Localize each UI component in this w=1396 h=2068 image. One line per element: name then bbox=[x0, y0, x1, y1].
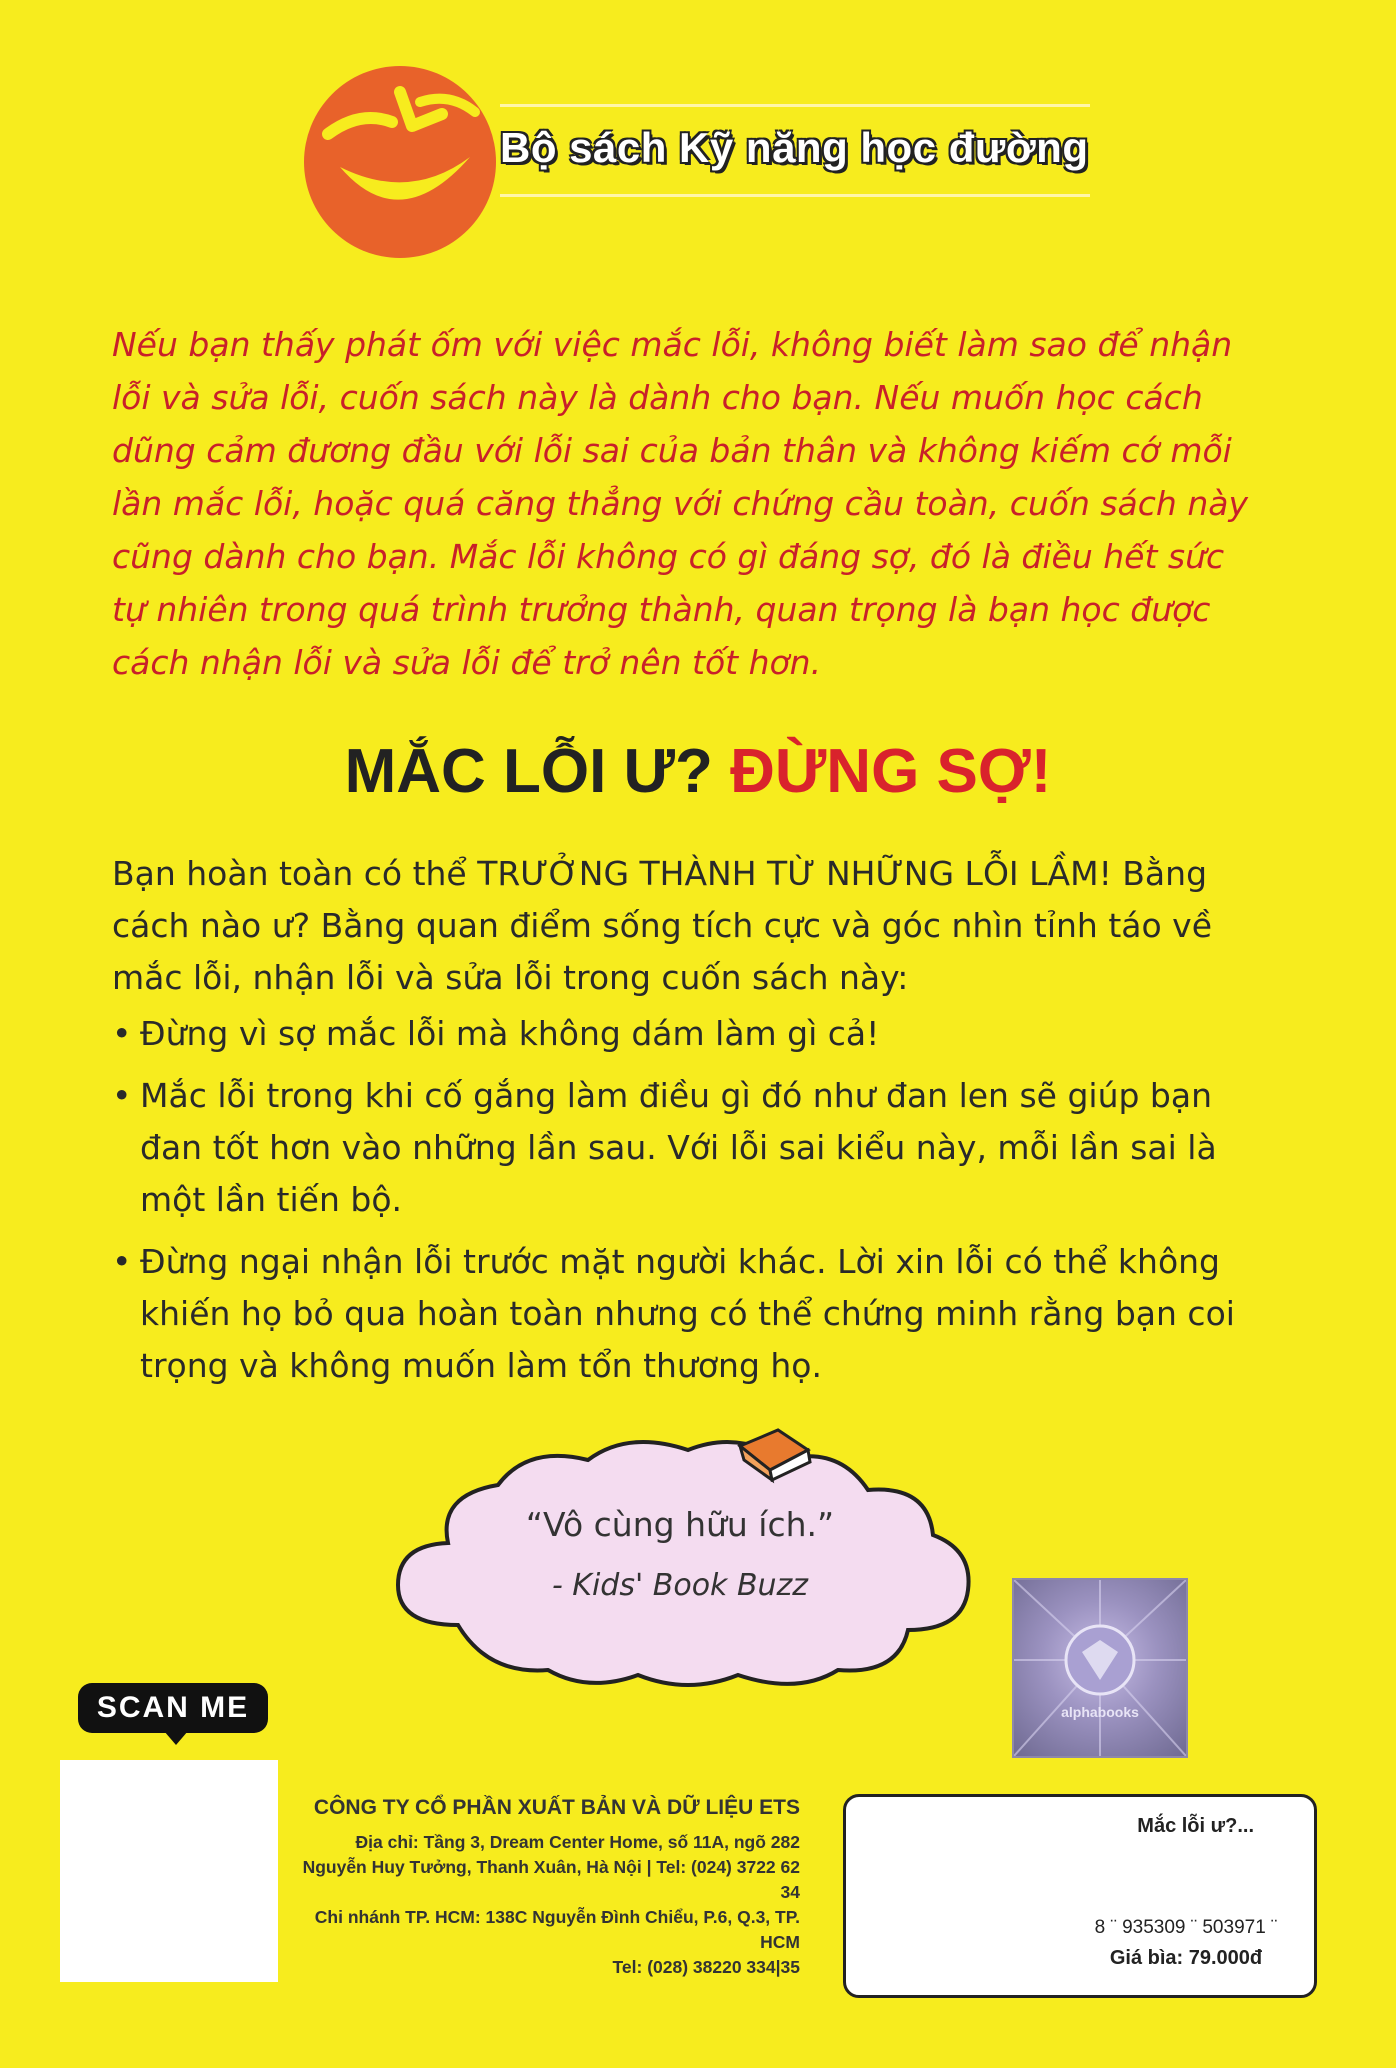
hologram-label: alphabooks bbox=[1061, 1704, 1139, 1720]
price-box bbox=[843, 1794, 1317, 1998]
publisher-address-line: Địa chỉ: Tầng 3, Dream Center Home, số 11A, ngõ 282 bbox=[355, 1832, 800, 1852]
intro-paragraph: Nếu bạn thấy phát ốm với việc mắc lỗi, không biết làm sao để nhận lỗi và sửa lỗi, cuốn sách này là dành cho bạn. Nếu muốn học cách dũng cảm đương đầu với lỗi sai của bản thân và không kiếm cớ mỗi lần mắc lỗi, hoặc quá căng thẳng với chứng cầu toàn, cuốn sách này cũng dành cho bạn. Mắc lỗi không có gì đáng sợ, đó là điều hết sức tự nhiên trong quá trình trưởng thành, quan trọng là bạn học được cách nhận lỗi và sửa lỗi để trở nên tốt hơn. bbox=[112, 325, 1248, 682]
publisher-address-line: Nguyễn Huy Tưởng, Thanh Xuân, Hà Nội | Tel: (024) 3722 62 34 bbox=[302, 1857, 800, 1902]
cover-price: Giá bìa: 79.000đ bbox=[1109, 1947, 1263, 1969]
book-title-label: Mắc lỗi ư?... bbox=[1137, 1815, 1254, 1837]
bullet-item bbox=[112, 1070, 1262, 1226]
bullet-icon: • bbox=[112, 1014, 132, 1053]
series-title: Bộ sách Kỹ năng học đường bbox=[500, 124, 1089, 171]
headline-part-2: ĐỪNG SỢ! bbox=[730, 737, 1052, 806]
bullet-icon: • bbox=[112, 1076, 132, 1115]
publisher-address-line: Tel: (028) 38220 334|35 bbox=[612, 1957, 800, 1977]
barcode bbox=[870, 1817, 1070, 1969]
headline bbox=[0, 736, 1396, 807]
book-icon bbox=[734, 1424, 814, 1484]
series-line-bottom bbox=[500, 194, 1090, 197]
body-paragraph: Bạn hoàn toàn có thể TRƯỞNG THÀNH TỪ NHỮNG LỖI LẦM! Bằng cách nào ư? Bằng quan điểm sống tích cực và góc nhìn tỉnh táo về mắc lỗi, nhận lỗi và sửa lỗi trong cuốn sách này: bbox=[112, 854, 1213, 997]
bullet-item bbox=[112, 1008, 1262, 1060]
testimonial-quote: “Vô cùng hữu ích.” bbox=[525, 1505, 835, 1544]
hologram-sticker bbox=[1012, 1578, 1188, 1758]
bullet-text: Đừng ngại nhận lỗi trước mặt người khác. Lời xin lỗi có thể không khiến họ bỏ qua hoàn toàn nhưng có thể chứng minh rằng bạn coi trọng và không muốn làm tổn thương họ. bbox=[140, 1242, 1235, 1385]
headline-part-1: MẮC LỖI Ư? bbox=[344, 737, 713, 806]
smile-logo-icon bbox=[300, 62, 510, 262]
qr-code[interactable] bbox=[60, 1760, 278, 1982]
cloud-bubble bbox=[388, 1425, 978, 1700]
bullet-text: Mắc lỗi trong khi cố gắng làm điều gì đó như đan len sẽ giúp bạn đan tốt hơn vào những lần sau. Với lỗi sai kiểu này, mỗi lần sai là một lần tiến bộ. bbox=[140, 1076, 1217, 1219]
publisher-name: CÔNG TY CỔ PHẦN XUẤT BẢN VÀ DỮ LIỆU ETS bbox=[313, 1796, 800, 1819]
alphabooks-logo-icon bbox=[1014, 1580, 1186, 1756]
scan-me-label: SCAN ME bbox=[96, 1691, 250, 1724]
bullet-list bbox=[112, 1008, 1262, 1402]
publisher-info bbox=[290, 1796, 800, 1980]
series-line-top bbox=[500, 104, 1090, 107]
scan-me-badge bbox=[78, 1683, 268, 1733]
bullet-item bbox=[112, 1236, 1262, 1392]
isbn-number: 8 ¨ 935309 ¨ 503971 ¨ bbox=[1094, 1917, 1278, 1938]
bullet-text: Đừng vì sợ mắc lỗi mà không dám làm gì cả! bbox=[140, 1014, 880, 1053]
bullet-icon: • bbox=[112, 1242, 132, 1281]
publisher-address-line: Chi nhánh TP. HCM: 138C Nguyễn Đình Chiểu, P.6, Q.3, TP. HCM bbox=[314, 1907, 800, 1952]
testimonial-source: - Kids' Book Buzz bbox=[551, 1568, 809, 1603]
